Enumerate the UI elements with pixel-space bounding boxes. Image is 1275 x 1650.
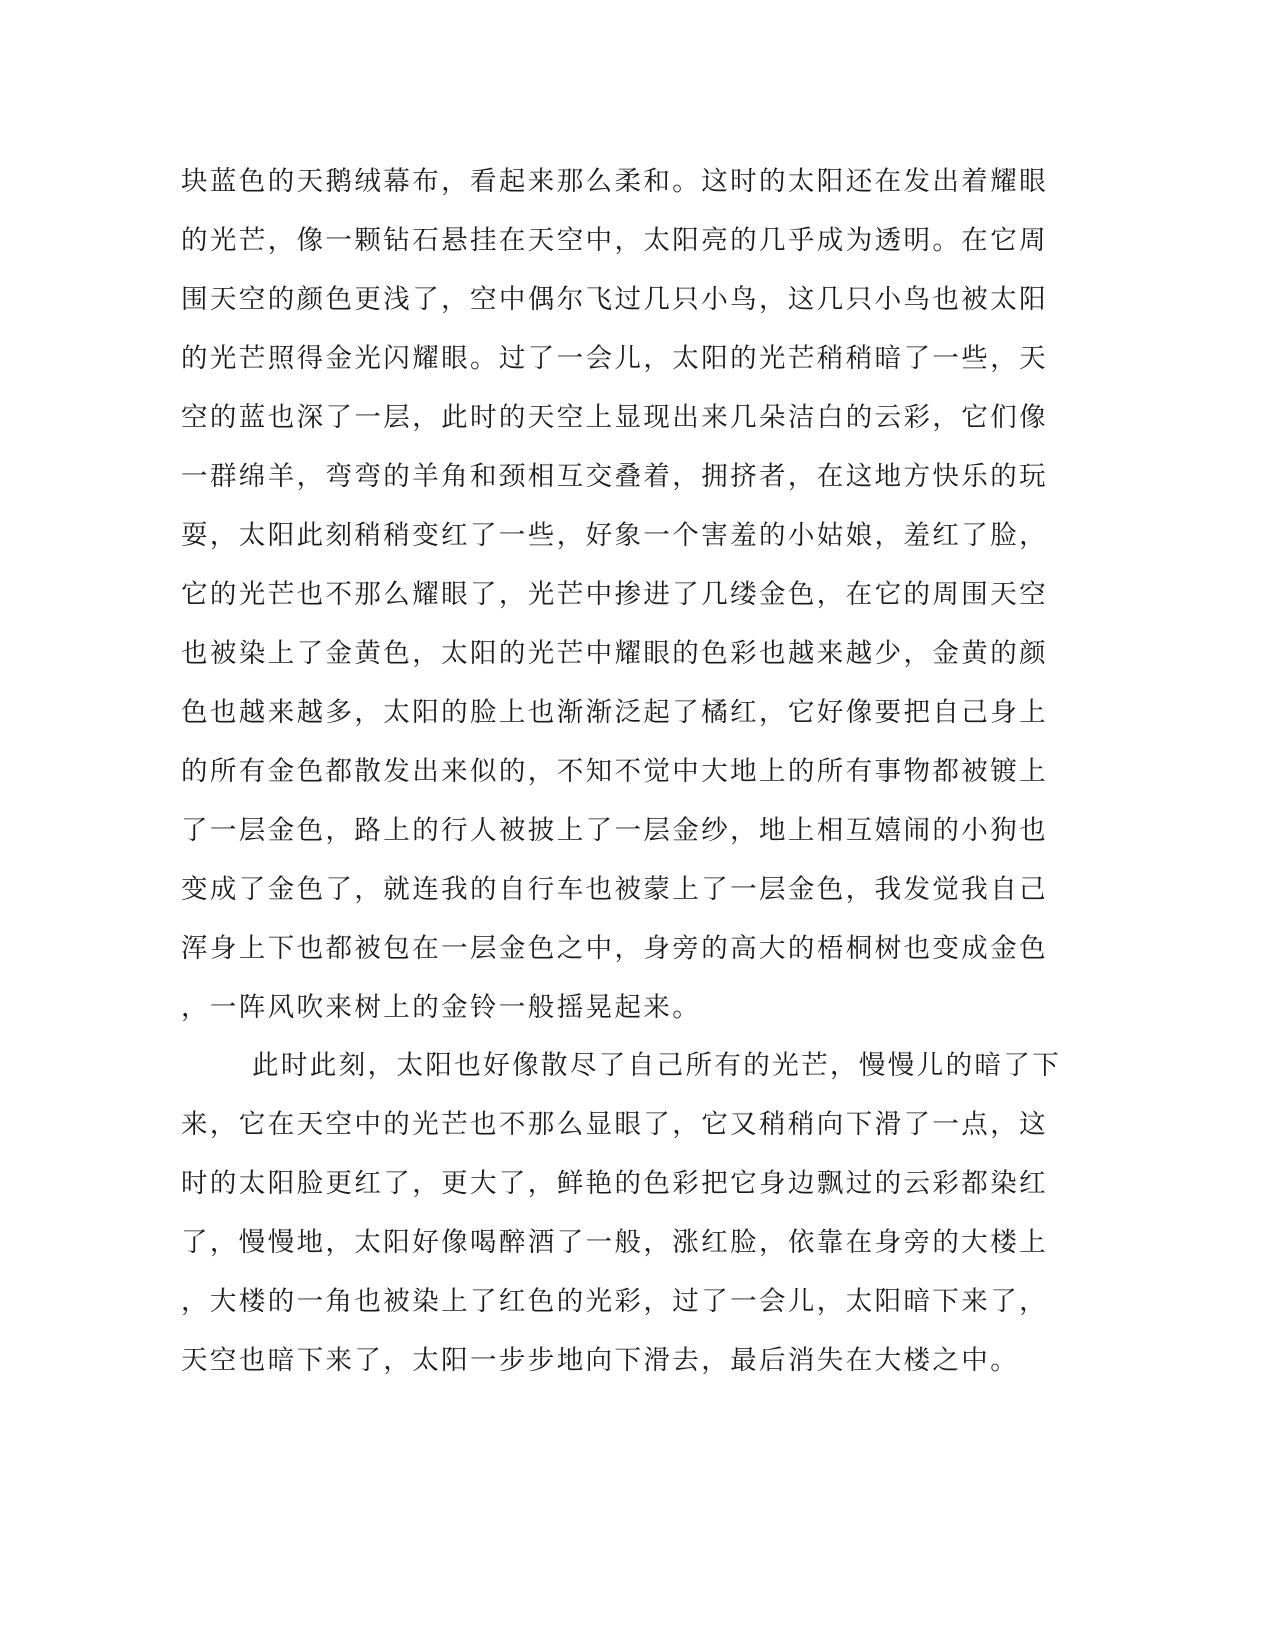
- paragraph-line: 块蓝色的天鹅绒幕布，看起来那么柔和。这时的太阳还在发出着耀眼: [181, 166, 1048, 197]
- paragraph-line: 耍，太阳此刻稍稍变红了一些，好象一个害羞的小姑娘，羞红了脸，: [181, 520, 1048, 551]
- paragraph-line: ，大楼的一角也被染上了红色的光彩，过了一会儿，太阳暗下来了，: [181, 1286, 1048, 1317]
- paragraph-line: 了，慢慢地，太阳好像喝醉酒了一般，涨红脸，依靠在身旁的大楼上: [181, 1227, 1048, 1258]
- paragraph-line: 此时此刻，太阳也好像散尽了自己所有的光芒，慢慢儿的暗了下: [252, 1050, 1062, 1081]
- paragraph-line: 色也越来越多，太阳的脸上也渐渐泛起了橘红，它好像要把自己身上: [181, 697, 1048, 728]
- paragraph-line: ，一阵风吹来树上的金铃一般摇晃起来。: [181, 992, 702, 1023]
- paragraph-line: 它的光芒也不那么耀眼了，光芒中掺进了几缕金色，在它的周围天空: [181, 579, 1048, 610]
- paragraph-line: 也被染上了金黄色，太阳的光芒中耀眼的色彩也越来越少，金黄的颜: [181, 638, 1048, 669]
- paragraph-line: 来，它在天空中的光芒也不那么显眼了，它又稍稍向下滑了一点，这: [181, 1109, 1048, 1140]
- paragraph-line: 变成了金色了，就连我的自行车也被蒙上了一层金色，我发觉我自己: [181, 874, 1048, 905]
- paragraph-line: 了一层金色，路上的行人被披上了一层金纱，地上相互嬉闹的小狗也: [181, 815, 1048, 846]
- paragraph-2: [181, 1036, 1062, 1390]
- paragraph-line: 一群绵羊，弯弯的羊角和颈相互交叠着，拥挤者，在这地方快乐的玩: [181, 461, 1048, 492]
- paragraph-line: 的光芒，像一颗钻石悬挂在天空中，太阳亮的几乎成为透明。在它周: [181, 225, 1048, 256]
- paragraph-line: 空的蓝也深了一层，此时的天空上显现出来几朵洁白的云彩，它们像: [181, 402, 1048, 433]
- paragraph-1: [181, 152, 1048, 1037]
- paragraph-line: 的光芒照得金光闪耀眼。过了一会儿，太阳的光芒稍稍暗了一些，天: [181, 343, 1048, 374]
- paragraph-line: 的所有金色都散发出来似的，不知不觉中大地上的所有事物都被镀上: [181, 756, 1048, 787]
- paragraph-line: 浑身上下也都被包在一层金色之中，身旁的高大的梧桐树也变成金色: [181, 933, 1048, 964]
- paragraph-line: 时的太阳脸更红了，更大了，鲜艳的色彩把它身边飘过的云彩都染红: [181, 1168, 1048, 1199]
- paragraph-line: 天空也暗下来了，太阳一步步地向下滑去，最后消失在大楼之中。: [181, 1345, 1020, 1376]
- paragraph-line: 围天空的颜色更浅了，空中偶尔飞过几只小鸟，这几只小鸟也被太阳: [181, 284, 1048, 315]
